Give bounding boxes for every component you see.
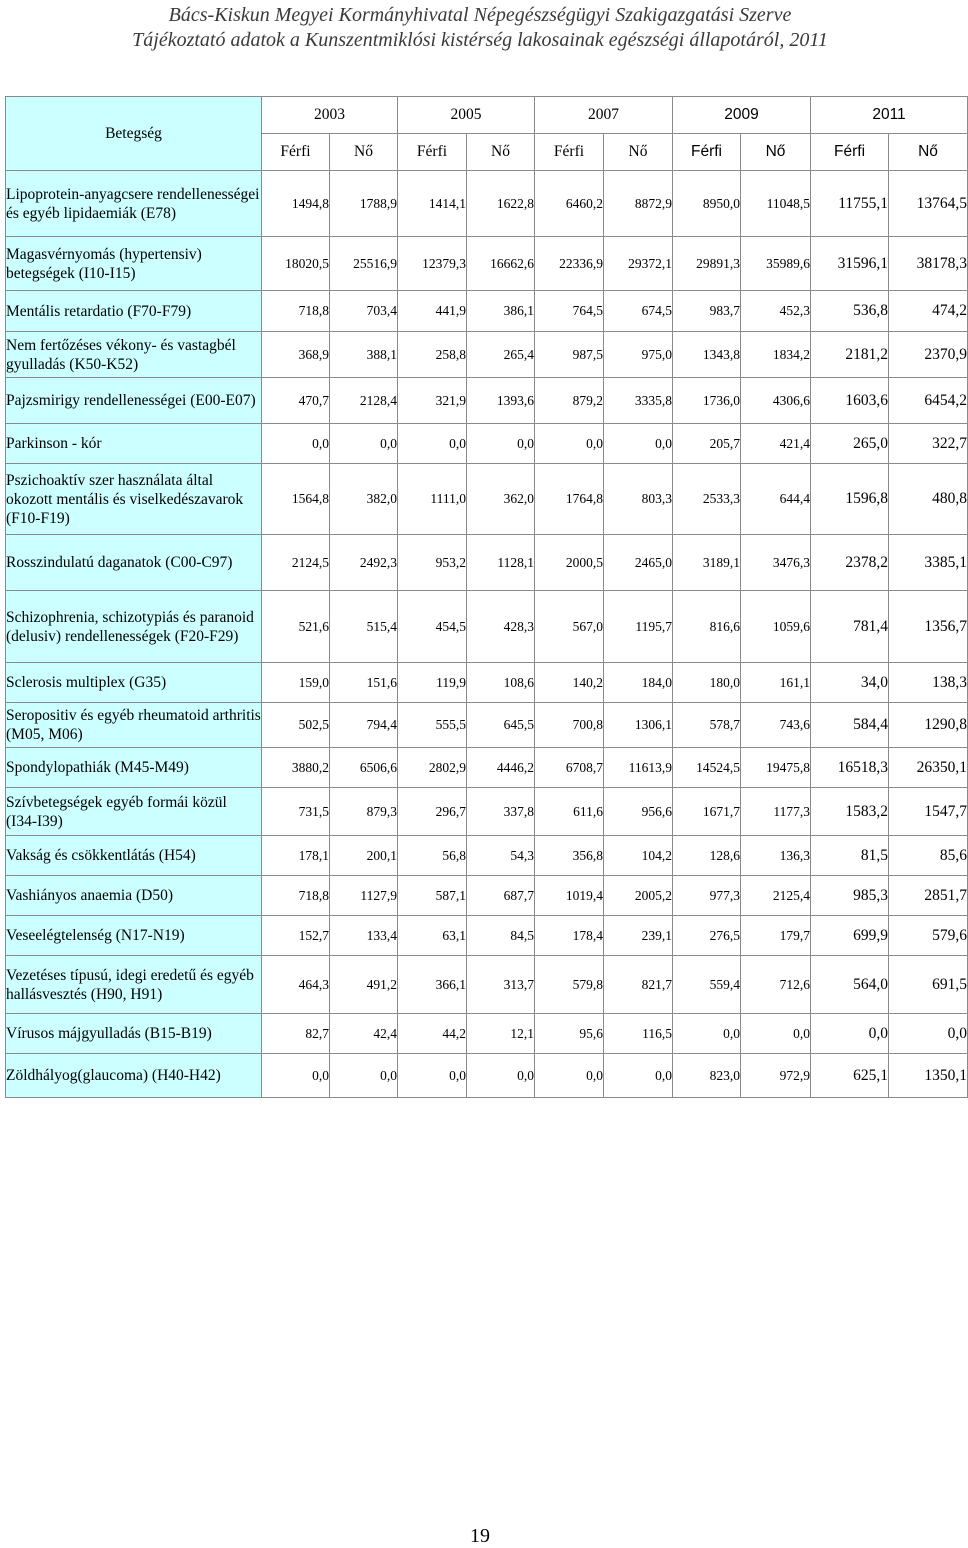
value-cell: 491,2 bbox=[330, 956, 398, 1014]
value-cell: 1127,9 bbox=[330, 876, 398, 916]
value-cell: 29891,3 bbox=[673, 237, 741, 291]
value-cell: 128,6 bbox=[673, 836, 741, 876]
year-header: 2007 bbox=[535, 97, 673, 134]
disease-column-header: Betegség bbox=[6, 97, 262, 171]
value-cell: 337,8 bbox=[467, 788, 535, 836]
value-cell: 712,6 bbox=[741, 956, 811, 1014]
disease-label: Vakság és csökkentlátás (H54) bbox=[6, 836, 262, 876]
value-cell: 6506,6 bbox=[330, 748, 398, 788]
value-cell: 987,5 bbox=[535, 332, 604, 378]
value-cell: 879,2 bbox=[535, 378, 604, 424]
value-cell: 18020,5 bbox=[262, 237, 330, 291]
value-cell: 388,1 bbox=[330, 332, 398, 378]
value-cell: 972,9 bbox=[741, 1054, 811, 1098]
disease-label: Vírusos májgyulladás (B15-B19) bbox=[6, 1014, 262, 1054]
value-cell: 687,7 bbox=[467, 876, 535, 916]
value-cell: 12,1 bbox=[467, 1014, 535, 1054]
value-cell: 184,0 bbox=[604, 663, 673, 703]
value-cell: 470,7 bbox=[262, 378, 330, 424]
value-cell: 0,0 bbox=[604, 424, 673, 464]
value-cell: 691,5 bbox=[889, 956, 968, 1014]
value-cell: 2465,0 bbox=[604, 535, 673, 591]
value-cell: 1494,8 bbox=[262, 171, 330, 237]
value-cell: 25516,9 bbox=[330, 237, 398, 291]
value-cell: 1788,9 bbox=[330, 171, 398, 237]
value-cell: 1414,1 bbox=[398, 171, 467, 237]
value-cell: 803,3 bbox=[604, 464, 673, 535]
value-cell: 0,0 bbox=[262, 1054, 330, 1098]
value-cell: 3189,1 bbox=[673, 535, 741, 591]
value-cell: 794,4 bbox=[330, 703, 398, 748]
value-cell: 421,4 bbox=[741, 424, 811, 464]
value-cell: 2125,4 bbox=[741, 876, 811, 916]
value-cell: 382,0 bbox=[330, 464, 398, 535]
value-cell: 1603,6 bbox=[811, 378, 889, 424]
value-cell: 611,6 bbox=[535, 788, 604, 836]
value-cell: 1564,8 bbox=[262, 464, 330, 535]
header-agency: Bács-Kiskun Megyei Kormányhivatal Népegészségügyi Szakigazgatási Szerve bbox=[168, 4, 792, 26]
value-cell: 579,6 bbox=[889, 916, 968, 956]
year-header: 2011 bbox=[811, 97, 968, 134]
value-cell: 258,8 bbox=[398, 332, 467, 378]
table-row bbox=[6, 1014, 968, 1054]
value-cell: 441,9 bbox=[398, 291, 467, 332]
sex-header: Nő bbox=[330, 134, 398, 171]
value-cell: 19475,8 bbox=[741, 748, 811, 788]
value-cell: 718,8 bbox=[262, 291, 330, 332]
sex-header: Férfi bbox=[811, 134, 889, 171]
table-row bbox=[6, 171, 968, 237]
value-cell: 515,4 bbox=[330, 591, 398, 663]
table-row bbox=[6, 291, 968, 332]
value-cell: 985,3 bbox=[811, 876, 889, 916]
value-cell: 2370,9 bbox=[889, 332, 968, 378]
value-cell: 2128,4 bbox=[330, 378, 398, 424]
disease-label: Lipoprotein-anyagcsere rendellenességei és egyéb lipidaemiák (E78) bbox=[6, 171, 262, 237]
value-cell: 16518,3 bbox=[811, 748, 889, 788]
value-cell: 718,8 bbox=[262, 876, 330, 916]
value-cell: 821,7 bbox=[604, 956, 673, 1014]
value-cell: 0,0 bbox=[741, 1014, 811, 1054]
table-row bbox=[6, 748, 968, 788]
value-cell: 56,8 bbox=[398, 836, 467, 876]
value-cell: 1834,2 bbox=[741, 332, 811, 378]
value-cell: 975,0 bbox=[604, 332, 673, 378]
value-cell: 1583,2 bbox=[811, 788, 889, 836]
value-cell: 3476,3 bbox=[741, 535, 811, 591]
value-cell: 152,7 bbox=[262, 916, 330, 956]
value-cell: 700,8 bbox=[535, 703, 604, 748]
value-cell: 1356,7 bbox=[889, 591, 968, 663]
value-cell: 356,8 bbox=[535, 836, 604, 876]
value-cell: 645,5 bbox=[467, 703, 535, 748]
value-cell: 2124,5 bbox=[262, 535, 330, 591]
value-cell: 428,3 bbox=[467, 591, 535, 663]
value-cell: 0,0 bbox=[398, 1054, 467, 1098]
sex-header: Férfi bbox=[673, 134, 741, 171]
value-cell: 1393,6 bbox=[467, 378, 535, 424]
value-cell: 502,5 bbox=[262, 703, 330, 748]
value-cell: 35989,6 bbox=[741, 237, 811, 291]
value-cell: 743,6 bbox=[741, 703, 811, 748]
value-cell: 879,3 bbox=[330, 788, 398, 836]
value-cell: 674,5 bbox=[604, 291, 673, 332]
value-cell: 136,3 bbox=[741, 836, 811, 876]
value-cell: 16662,6 bbox=[467, 237, 535, 291]
value-cell: 2378,2 bbox=[811, 535, 889, 591]
value-cell: 22336,9 bbox=[535, 237, 604, 291]
disease-label: Veseelégtelenség (N17-N19) bbox=[6, 916, 262, 956]
value-cell: 1350,1 bbox=[889, 1054, 968, 1098]
value-cell: 151,6 bbox=[330, 663, 398, 703]
value-cell: 452,3 bbox=[741, 291, 811, 332]
value-cell: 81,5 bbox=[811, 836, 889, 876]
value-cell: 119,9 bbox=[398, 663, 467, 703]
value-cell: 2802,9 bbox=[398, 748, 467, 788]
value-cell: 536,8 bbox=[811, 291, 889, 332]
value-cell: 362,0 bbox=[467, 464, 535, 535]
value-cell: 474,2 bbox=[889, 291, 968, 332]
value-cell: 1764,8 bbox=[535, 464, 604, 535]
value-cell: 464,3 bbox=[262, 956, 330, 1014]
value-cell: 138,3 bbox=[889, 663, 968, 703]
value-cell: 1306,1 bbox=[604, 703, 673, 748]
table-body bbox=[6, 171, 968, 1098]
value-cell: 265,0 bbox=[811, 424, 889, 464]
sex-header: Nő bbox=[741, 134, 811, 171]
value-cell: 11048,5 bbox=[741, 171, 811, 237]
value-cell: 13764,5 bbox=[889, 171, 968, 237]
value-cell: 521,6 bbox=[262, 591, 330, 663]
value-cell: 699,9 bbox=[811, 916, 889, 956]
value-cell: 133,4 bbox=[330, 916, 398, 956]
table-row bbox=[6, 876, 968, 916]
value-cell: 2181,2 bbox=[811, 332, 889, 378]
value-cell: 140,2 bbox=[535, 663, 604, 703]
value-cell: 781,4 bbox=[811, 591, 889, 663]
value-cell: 0,0 bbox=[467, 424, 535, 464]
disease-label: Szívbetegségek egyéb formái közül (I34-I39) bbox=[6, 788, 262, 836]
value-cell: 1019,4 bbox=[535, 876, 604, 916]
value-cell: 3880,2 bbox=[262, 748, 330, 788]
value-cell: 480,8 bbox=[889, 464, 968, 535]
table-row bbox=[6, 1054, 968, 1098]
header-title: Tájékoztató adatok a Kunszentmiklósi kistérség lakosainak egészségi állapotáról, 2011 bbox=[132, 29, 828, 51]
value-cell: 625,1 bbox=[811, 1054, 889, 1098]
table-row bbox=[6, 332, 968, 378]
value-cell: 8950,0 bbox=[673, 171, 741, 237]
table-row bbox=[6, 424, 968, 464]
disease-label: Spondylopathiák (M45-M49) bbox=[6, 748, 262, 788]
value-cell: 1671,7 bbox=[673, 788, 741, 836]
value-cell: 95,6 bbox=[535, 1014, 604, 1054]
value-cell: 0,0 bbox=[262, 424, 330, 464]
value-cell: 0,0 bbox=[673, 1014, 741, 1054]
value-cell: 579,8 bbox=[535, 956, 604, 1014]
value-cell: 1128,1 bbox=[467, 535, 535, 591]
table-row bbox=[6, 378, 968, 424]
value-cell: 366,1 bbox=[398, 956, 467, 1014]
table-row bbox=[6, 237, 968, 291]
value-cell: 731,5 bbox=[262, 788, 330, 836]
value-cell: 1343,8 bbox=[673, 332, 741, 378]
value-cell: 0,0 bbox=[398, 424, 467, 464]
disease-label: Magasvérnyomás (hypertensiv) betegségek (I10-I15) bbox=[6, 237, 262, 291]
disease-label: Parkinson - kór bbox=[6, 424, 262, 464]
year-header: 2003 bbox=[262, 97, 398, 134]
value-cell: 6460,2 bbox=[535, 171, 604, 237]
value-cell: 84,5 bbox=[467, 916, 535, 956]
value-cell: 703,4 bbox=[330, 291, 398, 332]
disease-label: Vashiányos anaemia (D50) bbox=[6, 876, 262, 916]
value-cell: 200,1 bbox=[330, 836, 398, 876]
value-cell: 0,0 bbox=[535, 424, 604, 464]
value-cell: 1736,0 bbox=[673, 378, 741, 424]
value-cell: 644,4 bbox=[741, 464, 811, 535]
value-cell: 104,2 bbox=[604, 836, 673, 876]
value-cell: 178,1 bbox=[262, 836, 330, 876]
disease-label: Nem fertőzéses vékony- és vastagbél gyulladás (K50-K52) bbox=[6, 332, 262, 378]
value-cell: 276,5 bbox=[673, 916, 741, 956]
value-cell: 179,7 bbox=[741, 916, 811, 956]
value-cell: 11755,1 bbox=[811, 171, 889, 237]
disease-label: Zöldhályog(glaucoma) (H40-H42) bbox=[6, 1054, 262, 1098]
disease-label: Pajzsmirigy rendellenességei (E00-E07) bbox=[6, 378, 262, 424]
value-cell: 1547,7 bbox=[889, 788, 968, 836]
value-cell: 386,1 bbox=[467, 291, 535, 332]
value-cell: 2000,5 bbox=[535, 535, 604, 591]
value-cell: 14524,5 bbox=[673, 748, 741, 788]
value-cell: 0,0 bbox=[811, 1014, 889, 1054]
value-cell: 0,0 bbox=[467, 1054, 535, 1098]
year-header: 2005 bbox=[398, 97, 535, 134]
value-cell: 564,0 bbox=[811, 956, 889, 1014]
value-cell: 12379,3 bbox=[398, 237, 467, 291]
disease-label: Vezetéses típusú, idegi eredetű és egyéb hallásvesztés (H90, H91) bbox=[6, 956, 262, 1014]
value-cell: 205,7 bbox=[673, 424, 741, 464]
value-cell: 54,3 bbox=[467, 836, 535, 876]
value-cell: 321,9 bbox=[398, 378, 467, 424]
value-cell: 4306,6 bbox=[741, 378, 811, 424]
value-cell: 1290,8 bbox=[889, 703, 968, 748]
value-cell: 63,1 bbox=[398, 916, 467, 956]
value-cell: 1195,7 bbox=[604, 591, 673, 663]
value-cell: 296,7 bbox=[398, 788, 467, 836]
value-cell: 108,6 bbox=[467, 663, 535, 703]
sex-header: Férfi bbox=[262, 134, 330, 171]
value-cell: 983,7 bbox=[673, 291, 741, 332]
value-cell: 161,1 bbox=[741, 663, 811, 703]
value-cell: 11613,9 bbox=[604, 748, 673, 788]
value-cell: 6708,7 bbox=[535, 748, 604, 788]
table-row bbox=[6, 535, 968, 591]
value-cell: 1622,8 bbox=[467, 171, 535, 237]
value-cell: 555,5 bbox=[398, 703, 467, 748]
value-cell: 3335,8 bbox=[604, 378, 673, 424]
value-cell: 42,4 bbox=[330, 1014, 398, 1054]
disease-label: Pszichoaktív szer használata által okozott mentális és viselkedészavarok (F10-F19) bbox=[6, 464, 262, 535]
value-cell: 8872,9 bbox=[604, 171, 673, 237]
value-cell: 31596,1 bbox=[811, 237, 889, 291]
table-row bbox=[6, 788, 968, 836]
disease-label: Sclerosis multiplex (G35) bbox=[6, 663, 262, 703]
value-cell: 953,2 bbox=[398, 535, 467, 591]
disease-label: Schizophrenia, schizotypiás és paranoid (delusiv) rendellenességek (F20-F29) bbox=[6, 591, 262, 663]
value-cell: 567,0 bbox=[535, 591, 604, 663]
value-cell: 587,1 bbox=[398, 876, 467, 916]
disease-label: Rosszindulatú daganatok (C00-C97) bbox=[6, 535, 262, 591]
value-cell: 764,5 bbox=[535, 291, 604, 332]
value-cell: 1596,8 bbox=[811, 464, 889, 535]
value-cell: 85,6 bbox=[889, 836, 968, 876]
value-cell: 265,4 bbox=[467, 332, 535, 378]
sex-header: Férfi bbox=[398, 134, 467, 171]
value-cell: 178,4 bbox=[535, 916, 604, 956]
value-cell: 44,2 bbox=[398, 1014, 467, 1054]
value-cell: 82,7 bbox=[262, 1014, 330, 1054]
value-cell: 2005,2 bbox=[604, 876, 673, 916]
value-cell: 29372,1 bbox=[604, 237, 673, 291]
value-cell: 6454,2 bbox=[889, 378, 968, 424]
value-cell: 3385,1 bbox=[889, 535, 968, 591]
value-cell: 313,7 bbox=[467, 956, 535, 1014]
page-number: 19 bbox=[470, 1525, 490, 1547]
disease-table bbox=[5, 96, 968, 1098]
disease-label: Seropositiv és egyéb rheumatoid arthritis (M05, M06) bbox=[6, 703, 262, 748]
value-cell: 34,0 bbox=[811, 663, 889, 703]
value-cell: 0,0 bbox=[535, 1054, 604, 1098]
year-header: 2009 bbox=[673, 97, 811, 134]
table-row bbox=[6, 836, 968, 876]
table-row bbox=[6, 591, 968, 663]
value-cell: 0,0 bbox=[604, 1054, 673, 1098]
sex-header: Nő bbox=[467, 134, 535, 171]
value-cell: 1059,6 bbox=[741, 591, 811, 663]
value-cell: 180,0 bbox=[673, 663, 741, 703]
sex-header: Nő bbox=[889, 134, 968, 171]
table-row bbox=[6, 464, 968, 535]
value-cell: 584,4 bbox=[811, 703, 889, 748]
value-cell: 0,0 bbox=[330, 424, 398, 464]
value-cell: 956,6 bbox=[604, 788, 673, 836]
value-cell: 38178,3 bbox=[889, 237, 968, 291]
value-cell: 159,0 bbox=[262, 663, 330, 703]
value-cell: 823,0 bbox=[673, 1054, 741, 1098]
sex-header: Nő bbox=[604, 134, 673, 171]
value-cell: 26350,1 bbox=[889, 748, 968, 788]
disease-label: Mentális retardatio (F70-F79) bbox=[6, 291, 262, 332]
value-cell: 578,7 bbox=[673, 703, 741, 748]
value-cell: 368,9 bbox=[262, 332, 330, 378]
value-cell: 454,5 bbox=[398, 591, 467, 663]
value-cell: 816,6 bbox=[673, 591, 741, 663]
value-cell: 0,0 bbox=[889, 1014, 968, 1054]
value-cell: 2533,3 bbox=[673, 464, 741, 535]
value-cell: 116,5 bbox=[604, 1014, 673, 1054]
value-cell: 1111,0 bbox=[398, 464, 467, 535]
value-cell: 1177,3 bbox=[741, 788, 811, 836]
value-cell: 977,3 bbox=[673, 876, 741, 916]
table-row bbox=[6, 956, 968, 1014]
value-cell: 239,1 bbox=[604, 916, 673, 956]
value-cell: 2492,3 bbox=[330, 535, 398, 591]
value-cell: 4446,2 bbox=[467, 748, 535, 788]
value-cell: 559,4 bbox=[673, 956, 741, 1014]
value-cell: 322,7 bbox=[889, 424, 968, 464]
table-row bbox=[6, 703, 968, 748]
value-cell: 2851,7 bbox=[889, 876, 968, 916]
sex-header: Férfi bbox=[535, 134, 604, 171]
value-cell: 0,0 bbox=[330, 1054, 398, 1098]
table-row bbox=[6, 916, 968, 956]
table-row bbox=[6, 663, 968, 703]
